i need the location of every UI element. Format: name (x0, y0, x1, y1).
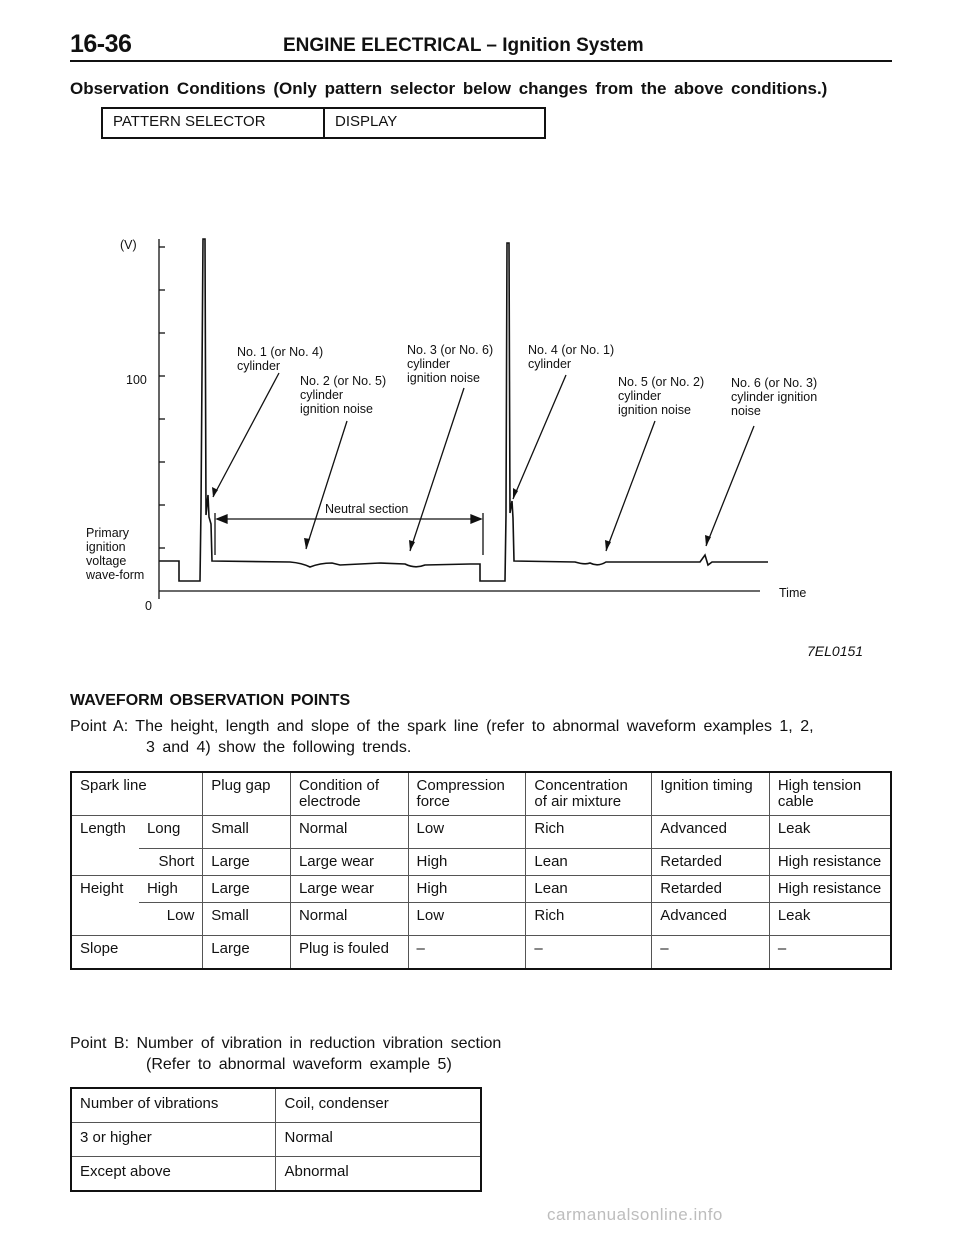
table-row (71, 936, 891, 969)
y-unit-label: (V) (120, 238, 137, 252)
header-spark-line: Spark line (80, 777, 147, 794)
callout-cyl-2: No. 2 (or No. 5) cylinder ignition noise (300, 374, 387, 416)
waveform-diagram (70, 225, 890, 665)
cell-plug-gap: Large (203, 876, 291, 903)
cell-plug-gap: Small (203, 816, 291, 849)
callout-cyl-6: No. 6 (or No. 3) cylinder ignition noise (731, 376, 818, 418)
cell-coil: Abnormal (276, 1157, 481, 1192)
leader-line (606, 421, 655, 551)
y-tick-0-label: 0 (145, 599, 152, 613)
cell-timing: Advanced (652, 816, 770, 849)
callout-cyl-1: No. 1 (or No. 4) cylinder (237, 345, 324, 373)
pattern-selector-table (101, 107, 546, 139)
neutral-arrow-left (217, 515, 227, 523)
table-row (71, 1123, 481, 1157)
table-row (71, 1157, 481, 1192)
point-a-line2: 3 and 4) show the following trends. (146, 739, 412, 756)
cell-vibrations: Except above (71, 1157, 276, 1192)
header-ignition-timing: Ignition timing (652, 772, 770, 816)
cell-compression: Low (408, 816, 526, 849)
cell-electrode: Normal (290, 816, 408, 849)
cell-mixture: – (526, 936, 652, 969)
point-a-line1: Point A: The height, length and slope of the spark line (refer to abnormal waveform examples 1, 2, (70, 718, 814, 735)
point-a-text (70, 716, 892, 758)
header-rule (70, 60, 892, 62)
table-row (71, 876, 891, 903)
header-compression: Compression force (408, 772, 526, 816)
cell-cable: High resistance (769, 849, 891, 876)
cell-sub: Long (139, 816, 203, 849)
cell-sub: Low (139, 903, 203, 936)
cell-coil: Normal (276, 1123, 481, 1157)
cell-compression: High (408, 876, 526, 903)
neutral-arrow-right (471, 515, 481, 523)
cell-cable: Leak (769, 816, 891, 849)
row-group-length: Length (71, 816, 139, 876)
page-header (70, 30, 892, 60)
cell-electrode: Plug is fouled (290, 936, 408, 969)
leader-line (213, 373, 279, 497)
y-tick-100-label: 100 (126, 373, 147, 387)
x-axis-label: Time (779, 586, 807, 600)
callout-cyl-3: No. 3 (or No. 6) cylinder ignition noise (407, 343, 494, 385)
callout-cyl-5: No. 5 (or No. 2) cylinder ignition noise (618, 375, 705, 417)
figure-code: 7EL0151 (807, 643, 864, 659)
table-row (71, 816, 891, 849)
table-row (71, 849, 891, 876)
cell-plug-gap: Small (203, 903, 291, 936)
cell-plug-gap: Large (203, 936, 291, 969)
cell-mixture: Rich (526, 816, 652, 849)
observation-title: Observation Conditions (Only pattern selector below changes from the above conditions.) (70, 79, 828, 98)
cell-compression: Low (408, 903, 526, 936)
row-slope: Slope (71, 936, 203, 969)
cell-compression: High (408, 849, 526, 876)
page-number: 16-36 (70, 30, 132, 58)
cell-mixture: Rich (526, 903, 652, 936)
waveform-label: Primary ignition voltage wave-form (86, 526, 145, 582)
callout-cyl-4: No. 4 (or No. 1) cylinder (528, 343, 615, 371)
header-vibrations: Number of vibrations (80, 1095, 219, 1112)
header-plug-gap: Plug gap (203, 772, 291, 816)
header-coil: Coil, condenser (276, 1088, 481, 1123)
cell-vibrations: 3 or higher (71, 1123, 276, 1157)
point-b-line1: Point B: Number of vibration in reduction vibration section (70, 1035, 502, 1052)
neutral-section-label: Neutral section (325, 502, 409, 516)
spark-line-trend-table (70, 771, 892, 970)
page-title: ENGINE ELECTRICAL – Ignition System (283, 35, 644, 56)
row-group-height: Height (71, 876, 139, 936)
table-row (71, 903, 891, 936)
cell-electrode: Large wear (290, 849, 408, 876)
cell-sub: Short (139, 849, 203, 876)
vibration-table (70, 1087, 482, 1192)
point-b-text (70, 1033, 501, 1075)
cell-timing: Retarded (652, 876, 770, 903)
point-b-line2: (Refer to abnormal waveform example 5) (146, 1056, 452, 1073)
leader-line (513, 375, 566, 499)
cell-timing: Retarded (652, 849, 770, 876)
cell-compression: – (408, 936, 526, 969)
cell-cable: Leak (769, 903, 891, 936)
cell-plug-gap: Large (203, 849, 291, 876)
header-mixture: Concentration of air mixture (526, 772, 652, 816)
leader-line (706, 426, 754, 546)
cell-mixture: Lean (526, 849, 652, 876)
selector-label: PATTERN SELECTOR (102, 108, 324, 138)
cell-cable: High resistance (769, 876, 891, 903)
leader-arrow (409, 540, 415, 551)
header-cable: High tension cable (769, 772, 891, 816)
cell-mixture: Lean (526, 876, 652, 903)
cell-timing: Advanced (652, 903, 770, 936)
leader-line (410, 388, 464, 551)
watermark: carmanualsonline.info (547, 1205, 723, 1224)
selector-value: DISPLAY (324, 108, 545, 138)
table-header-row (71, 1088, 481, 1123)
cell-timing: – (652, 936, 770, 969)
table-header-row (71, 772, 891, 816)
cell-cable: – (769, 936, 891, 969)
cell-electrode: Large wear (290, 876, 408, 903)
observation-points-heading: WAVEFORM OBSERVATION POINTS (70, 692, 351, 709)
header-electrode: Condition of electrode (290, 772, 408, 816)
cell-sub: High (139, 876, 203, 903)
leader-line (306, 421, 347, 549)
cell-electrode: Normal (290, 903, 408, 936)
